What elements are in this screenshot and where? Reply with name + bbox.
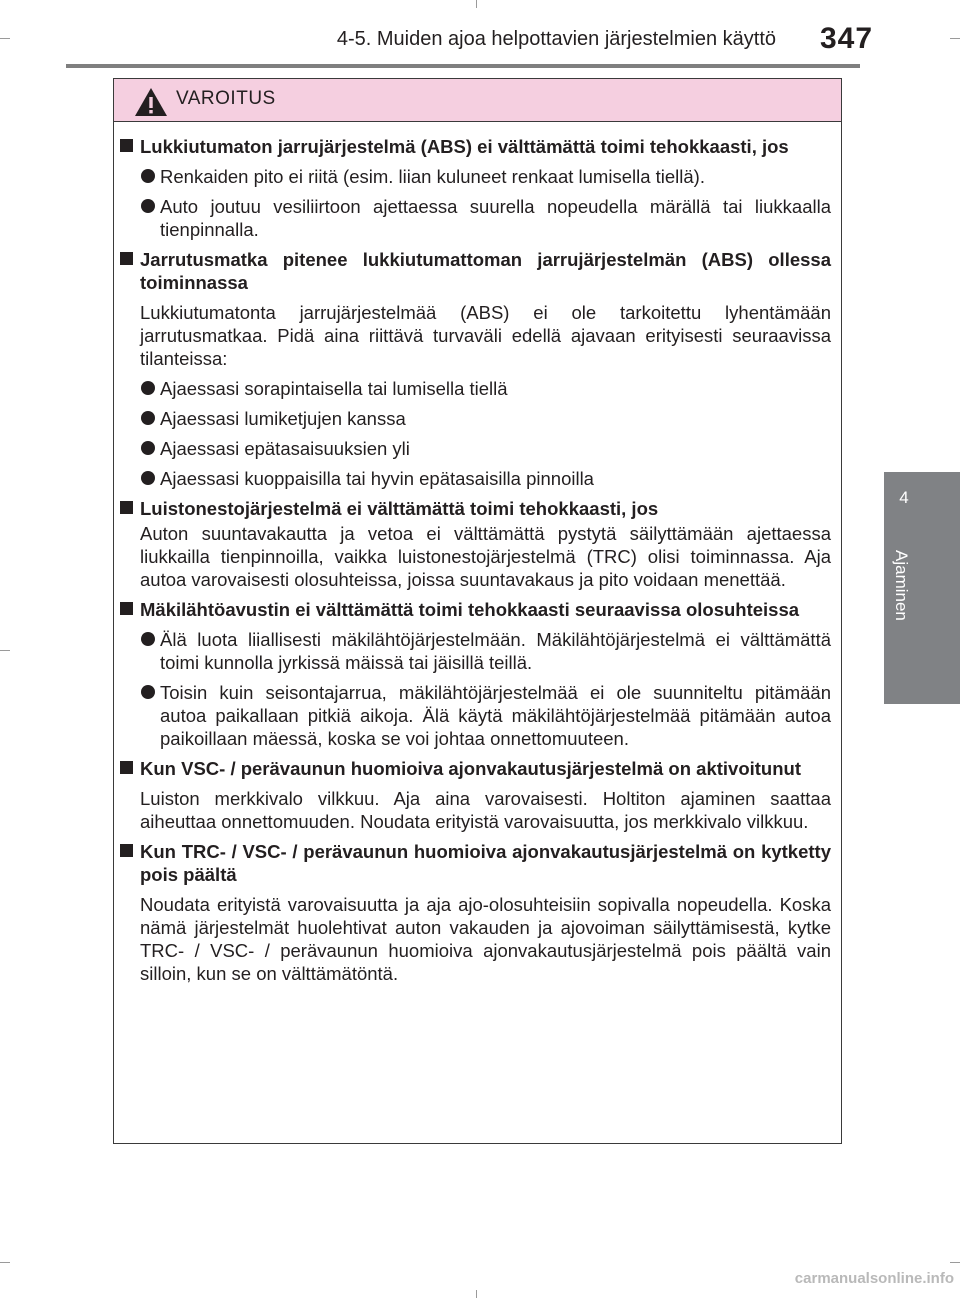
bullet-item — [140, 437, 831, 460]
watermark: carmanualsonline.info — [794, 1270, 954, 1287]
bullet-text: Toisin kuin seisontajarrua, mäkilähtöjärjestelmää ei ole suunniteltu pitämään autoa paikallaan pitkiä aikoja. Älä käytä mäkilähtöjärjestelmää pitämään autoa paikoillaan mäessä, koska se voi johtaa onnettomuuteen. — [160, 682, 831, 749]
bullet-text: Ajaessasi epätasaisuuksien yli — [160, 438, 410, 459]
section-paragraph: Lukkiutumatonta jarrujärjestelmää (ABS) ei ole tarkoitettu lyhentämään jarrutusmatkaa. Pidä aina riittävä turvaväli edellä ajavaan erityisesti seuraavissa tilanteissa: — [140, 302, 831, 369]
bullet-text: Ajaessasi kuoppaisilla tai hyvin epätasaisilla pinnoilla — [160, 468, 594, 489]
bullet-text: Ajaessasi sorapintaisella tai lumisella tiellä — [160, 378, 508, 399]
section-title: Kun TRC- / VSC- / perävaunun huomioiva ajonvakautusjärjestelmä on kytketty pois päältä — [140, 841, 831, 885]
section-title: Luistonestojärjestelmä ei välttämättä toimi tehokkaasti, jos — [140, 498, 659, 519]
warning-box — [113, 78, 842, 1144]
square-bullet-icon — [120, 252, 133, 265]
header-rule — [66, 64, 860, 68]
bullet-text: Ajaessasi lumiketjujen kanssa — [160, 408, 406, 429]
bullet-text: Älä luota liiallisesti mäkilähtöjärjestelmään. Mäkilähtöjärjestelmä ei välttämättä toimi kunnolla jyrkissä mäissä tai jäisillä teillä. — [160, 629, 831, 673]
crop-mark — [950, 1262, 960, 1263]
warning-section — [114, 497, 841, 591]
bullet-item — [140, 628, 831, 674]
page-number: 347 — [820, 22, 874, 55]
section-title: Jarrutusmatka pitenee lukkiutumattoman jarrujärjestelmän (ABS) ollessa toiminnassa — [140, 249, 831, 293]
section-title: Mäkilähtöavustin ei välttämättä toimi tehokkaasti seuraavissa olosuhteissa — [140, 599, 800, 620]
round-bullet-icon — [141, 411, 155, 425]
bullet-item — [140, 165, 831, 188]
square-bullet-icon — [120, 761, 133, 774]
round-bullet-icon — [141, 381, 155, 395]
warning-header — [114, 79, 841, 122]
warning-triangle-icon — [134, 87, 168, 117]
warning-section — [114, 248, 841, 490]
bullet-item — [140, 681, 831, 750]
warning-label: VAROITUS — [176, 88, 276, 109]
bullet-item — [140, 407, 831, 430]
crop-mark — [0, 38, 10, 39]
section-paragraph: Auton suuntavakautta ja vetoa ei välttämättä pystytä säilyttämään ajettaessa liukkailla tienpinnoilla, vaikka luistonestojärjestelmä (TRC) olisi toiminnassa. Aja autoa varovaisesti olosuhteissa, joissa suuntavakaus ja pito voidaan menettää. — [140, 523, 831, 590]
section-paragraph: Noudata erityistä varovaisuutta ja aja ajo-olosuhteisiin sopivalla nopeudella. Koska nämä järjestelmät huolehtivat auton vakauden ja ajovoiman säilyttämisestä, kytke TRC- / VSC- / perävaunun huomioiva ajonvakautusjärjestelmä pois päältä vain silloin, kun se on välttämätöntä. — [140, 894, 831, 984]
round-bullet-icon — [141, 441, 155, 455]
warning-section — [114, 135, 841, 241]
warning-section — [114, 840, 841, 985]
bullet-text: Renkaiden pito ei riitä (esim. liian kuluneet renkaat lumisella tiellä). — [160, 166, 705, 187]
chapter-label: Ajaminen — [892, 550, 911, 621]
square-bullet-icon — [120, 844, 133, 857]
chapter-tab — [884, 472, 960, 704]
bullet-item — [140, 377, 831, 400]
bullet-item — [140, 195, 831, 241]
crop-mark — [950, 38, 960, 39]
round-bullet-icon — [141, 199, 155, 213]
bullet-text: Auto joutuu vesiliirtoon ajettaessa suurella nopeudella märällä tai liukkaalla tienpinnalla. — [160, 196, 831, 240]
section-header-title: 4-5. Muiden ajoa helpottavien järjestelmien käyttö — [336, 28, 776, 50]
square-bullet-icon — [120, 139, 133, 152]
crop-mark — [0, 1262, 10, 1263]
section-title: Lukkiutumaton jarrujärjestelmä (ABS) ei välttämättä toimi tehokkaasti, jos — [140, 136, 789, 157]
crop-mark — [476, 1290, 477, 1298]
warning-body — [114, 135, 841, 992]
square-bullet-icon — [120, 602, 133, 615]
crop-mark — [0, 650, 10, 651]
round-bullet-icon — [141, 169, 155, 183]
warning-section — [114, 757, 841, 833]
bullet-item — [140, 467, 831, 490]
square-bullet-icon — [120, 501, 133, 514]
chapter-number: 4 — [899, 488, 909, 507]
crop-mark — [476, 0, 477, 8]
section-title: Kun VSC- / perävaunun huomioiva ajonvakautusjärjestelmä on aktivoitunut — [140, 758, 801, 779]
section-paragraph: Luiston merkkivalo vilkkuu. Aja aina varovaisesti. Holtiton ajaminen saattaa aiheuttaa onnettomuuden. Noudata erityistä varovaisuutta, jos merkkivalo vilkkuu. — [140, 788, 831, 832]
round-bullet-icon — [141, 632, 155, 646]
round-bullet-icon — [141, 685, 155, 699]
warning-section — [114, 598, 841, 750]
round-bullet-icon — [141, 471, 155, 485]
